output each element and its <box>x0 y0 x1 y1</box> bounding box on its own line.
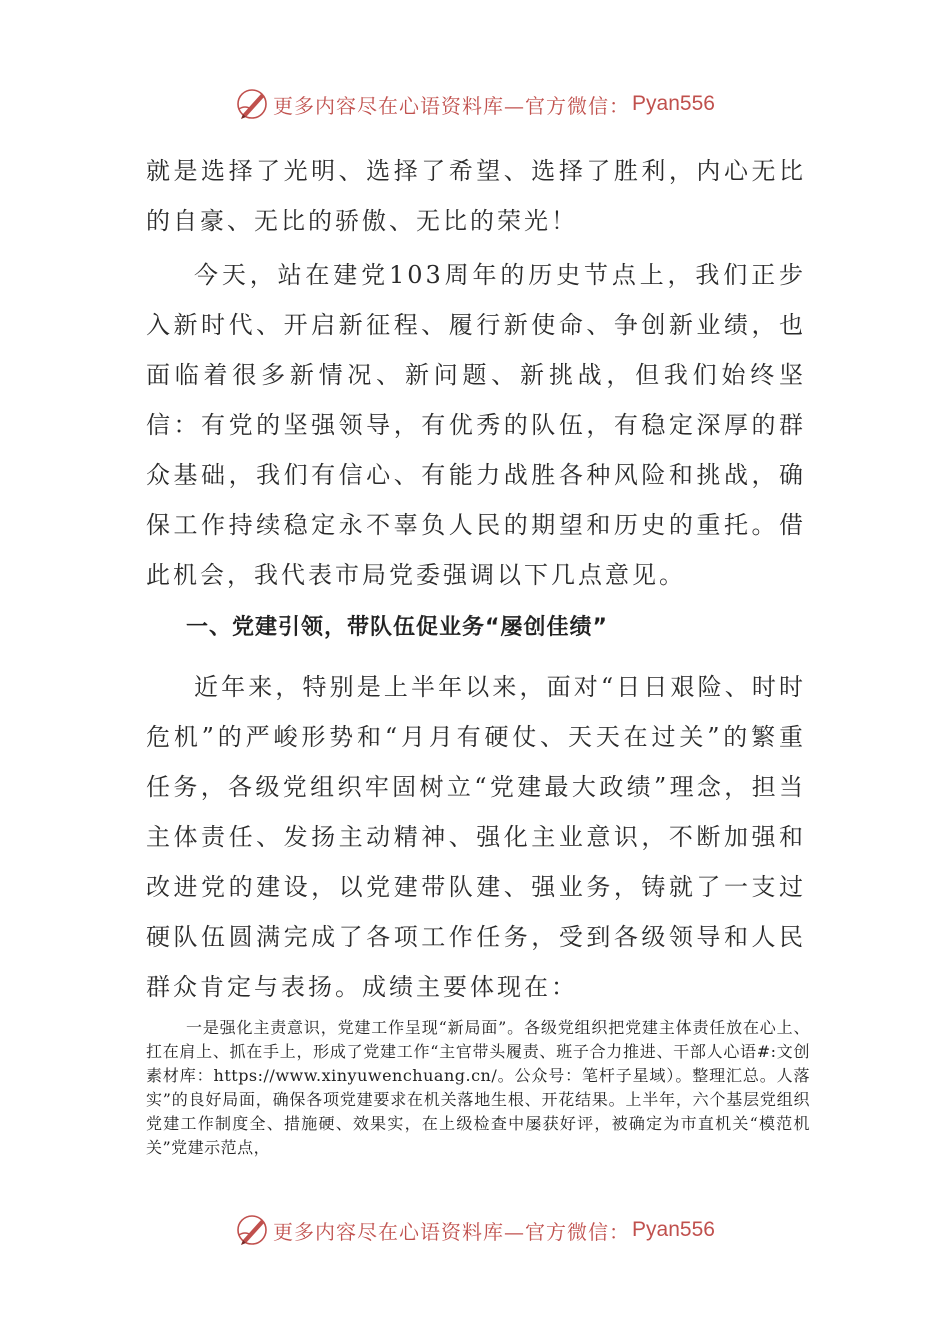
banner-text: 更多内容尽在心语资料库—官方微信： <box>273 93 631 118</box>
header-watermark-banner <box>0 84 950 124</box>
banner-wechat-id: Pyan556 <box>632 92 715 115</box>
pen-logo-icon <box>235 87 269 121</box>
section-heading-1: 一、党建引领，带队伍促业务“屡创佳绩” <box>186 615 608 640</box>
paragraph-recent-years: 近年来，特别是上半年以来，面对“日日艰险、时时危机”的严峻形势和“月月有硬仗、天天在过关”的繁重任务，各级党组织牢固树立“党建最大政绩”理念，担当主体责任、发扬主动精神、强化主业意识，不断加强和改进党的建设，以党建带队建、强业务，铸就了一支过硬队伍圆满完成了各项工作任务，受到各级领导和人民群众肯定与表扬。成绩主要体现在： <box>146 673 806 1001</box>
paragraph-first-point: 一是强化主责意识，党建工作呈现“新局面”。各级党组织把党建主体责任放在心上、扛在肩上、抓在手上，形成了党建工作“主官带头履责、班子合力推进、干部人心语#:文创素材库：https://www.xinyuwenchuang.cn/。公众号：笔杆子星域）。整理汇总。人落实”的良好局面，确保各项党建要求在机关落地生根、开花结果。上半年，六个基层党组织党建工作制度全、措施硬、效果实，在上级检查中屡获好评，被确定为市直机关“模范机关”党建示范点， <box>146 1018 810 1157</box>
banner-wechat-id: Pyan556 <box>632 1218 715 1241</box>
banner-text: 更多内容尽在心语资料库—官方微信： <box>273 1219 631 1244</box>
pen-logo-icon <box>235 1213 269 1247</box>
paragraph-continuation: 就是选择了光明、选择了希望、选择了胜利，内心无比的自豪、无比的骄傲、无比的荣光！ <box>146 157 806 235</box>
paragraph-today: 今天，站在建党103周年的历史节点上，我们正步入新时代、开启新征程、履行新使命、争创新业绩，也面临着很多新情况、新问题、新挑战，但我们始终坚信：有党的坚强领导，有优秀的队伍，有稳定深厚的群众基础，我们有信心、有能力战胜各种风险和挑战，确保工作持续稳定永不辜负人民的期望和历史的重托。借此机会，我代表市局党委强调以下几点意见。 <box>146 261 806 589</box>
footer-watermark-banner <box>0 1210 950 1250</box>
